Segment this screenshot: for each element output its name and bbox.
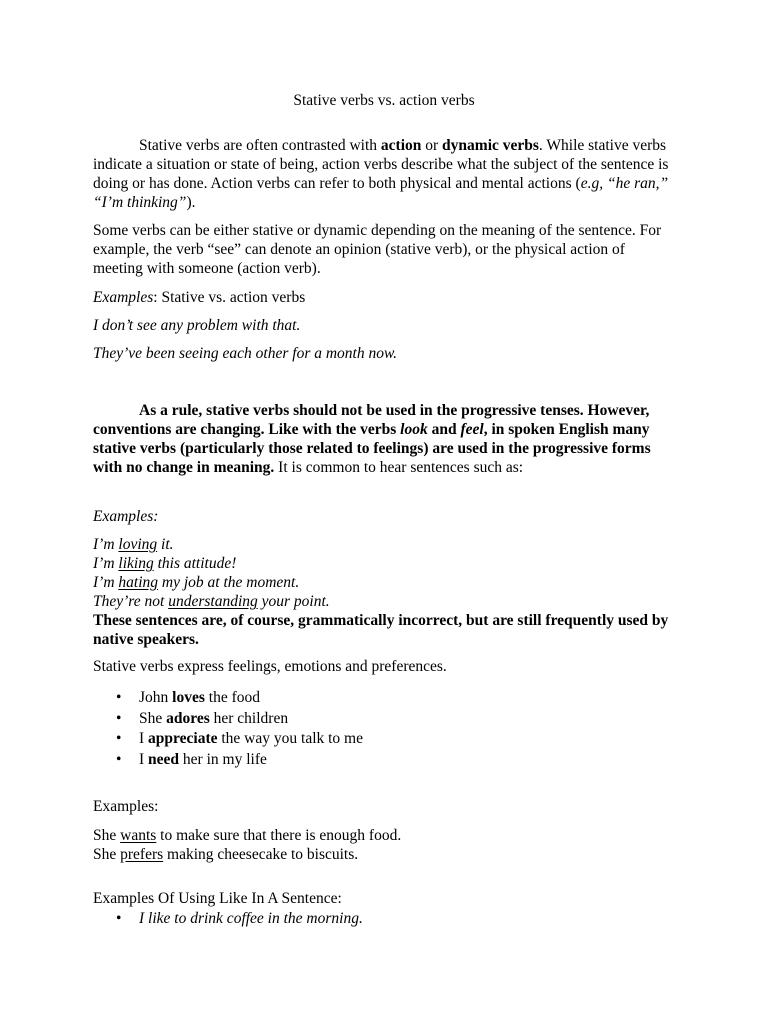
progressive-example-list — [93, 535, 678, 649]
list-item — [93, 709, 678, 730]
bullet-icon: • — [116, 750, 122, 768]
text: John — [139, 689, 173, 706]
stative-verb-bullet-list — [93, 688, 678, 770]
like-examples-heading: Examples Of Using Like In A Sentence: — [93, 890, 342, 907]
bold-italic-term-look: look — [400, 421, 428, 438]
list-item — [93, 845, 678, 864]
want-prefer-example-list — [93, 826, 678, 864]
paragraph-stative-intro — [93, 136, 678, 212]
examples-label — [93, 507, 678, 526]
underlined-verb: understanding — [168, 593, 258, 610]
italic-example: e.g, “he ran,” “I’m thinking” — [93, 175, 669, 211]
text: this attitude! — [153, 555, 237, 572]
list-item — [93, 750, 678, 771]
list-item — [93, 826, 678, 845]
text: I — [139, 750, 149, 768]
text: her children — [209, 709, 289, 727]
text: She — [93, 827, 121, 844]
bold-text: As a rule, stative verbs should not be used in the progressive tenses. However, conventions are changing. Like with the verbs — [93, 402, 650, 438]
bullet-icon: • — [116, 689, 122, 706]
text: ). — [186, 194, 196, 211]
list-item — [93, 535, 678, 554]
text: She — [93, 846, 121, 863]
list-item — [93, 554, 678, 573]
text: : Stative vs. action verbs — [153, 289, 306, 306]
italic-label: Examples — [93, 289, 154, 306]
bullet-icon: • — [116, 910, 122, 927]
bold-verb: adores — [166, 709, 210, 727]
bold-text: and — [427, 421, 461, 438]
bold-verb: need — [148, 750, 180, 768]
bold-term-dynamic-verbs: dynamic verbs — [442, 137, 539, 154]
like-bullet-list — [93, 909, 678, 930]
underlined-verb: liking — [118, 555, 154, 572]
grammar-note — [93, 611, 678, 649]
underlined-verb: loving — [118, 536, 158, 553]
list-item — [93, 592, 678, 611]
example-sentence — [93, 344, 678, 363]
bold-italic-term-feel: feel — [460, 421, 484, 438]
text: your point. — [257, 593, 330, 610]
text: to make sure that there is enough food. — [156, 827, 402, 844]
italic-example: They’ve been seeing each other for a month now. — [93, 345, 398, 362]
text: it. — [157, 536, 174, 553]
list-item — [93, 729, 678, 750]
text: the way you talk to me — [217, 730, 363, 747]
example-sentence — [93, 316, 678, 335]
text: Stative verbs are often contrasted with — [139, 137, 381, 154]
text: . While stative verbs indicate a situation or state of being, action verbs describe what the subject of the sentence is doing or has done. Action verbs can refer to both physical and mental actions ( — [93, 137, 669, 192]
text: They’re not — [93, 593, 169, 610]
text: her in my life — [179, 750, 267, 768]
text: I’m — [93, 555, 119, 572]
bullet-icon: • — [116, 709, 122, 727]
underlined-verb: prefers — [120, 846, 164, 863]
list-item — [93, 573, 678, 592]
bullet-icon: • — [116, 730, 122, 747]
bold-text: These sentences are, of course, grammatically incorrect, but are still frequently used by native speakers. — [93, 612, 669, 648]
text: It is common to hear sentences such as: — [274, 459, 524, 476]
underlined-verb: wants — [120, 827, 157, 844]
text: making cheesecake to biscuits. — [163, 846, 359, 863]
text: I — [139, 730, 149, 747]
text: the food — [204, 689, 260, 706]
examples-label: Examples: — [93, 798, 159, 815]
underlined-verb: hating — [118, 574, 159, 591]
text: I’m — [93, 536, 119, 553]
list-item — [93, 909, 678, 930]
document-title: Stative verbs vs. action verbs — [293, 92, 475, 109]
italic-example: I don’t see any problem with that. — [93, 317, 301, 334]
list-item — [93, 688, 678, 709]
text: my job at the moment. — [158, 574, 300, 591]
italic-label: Examples: — [93, 508, 159, 525]
examples-heading-stative-vs-action — [93, 288, 678, 307]
text: She — [139, 709, 167, 727]
bold-verb: loves — [172, 689, 205, 706]
bold-text: , in spoken English many stative verbs (particularly those related to feelings) are used in the progressive forms with no change in meaning. — [93, 421, 651, 476]
paragraph-progressive-rule — [93, 401, 678, 477]
italic-example: I like to drink coffee in the morning. — [139, 910, 363, 927]
text: or — [421, 137, 443, 154]
text: I’m — [93, 574, 119, 591]
paragraph-either-stative-or-dynamic: Some verbs can be either stative or dynamic depending on the meaning of the sentence. For example, the verb “see” can denote an opinion (stative verb), or the physical action of meeting with someone (action verb). — [93, 222, 662, 277]
paragraph-feelings-emotions: Stative verbs express feelings, emotions and preferences. — [93, 658, 447, 675]
bold-verb: appreciate — [148, 730, 218, 747]
bold-term-action: action — [380, 137, 422, 154]
